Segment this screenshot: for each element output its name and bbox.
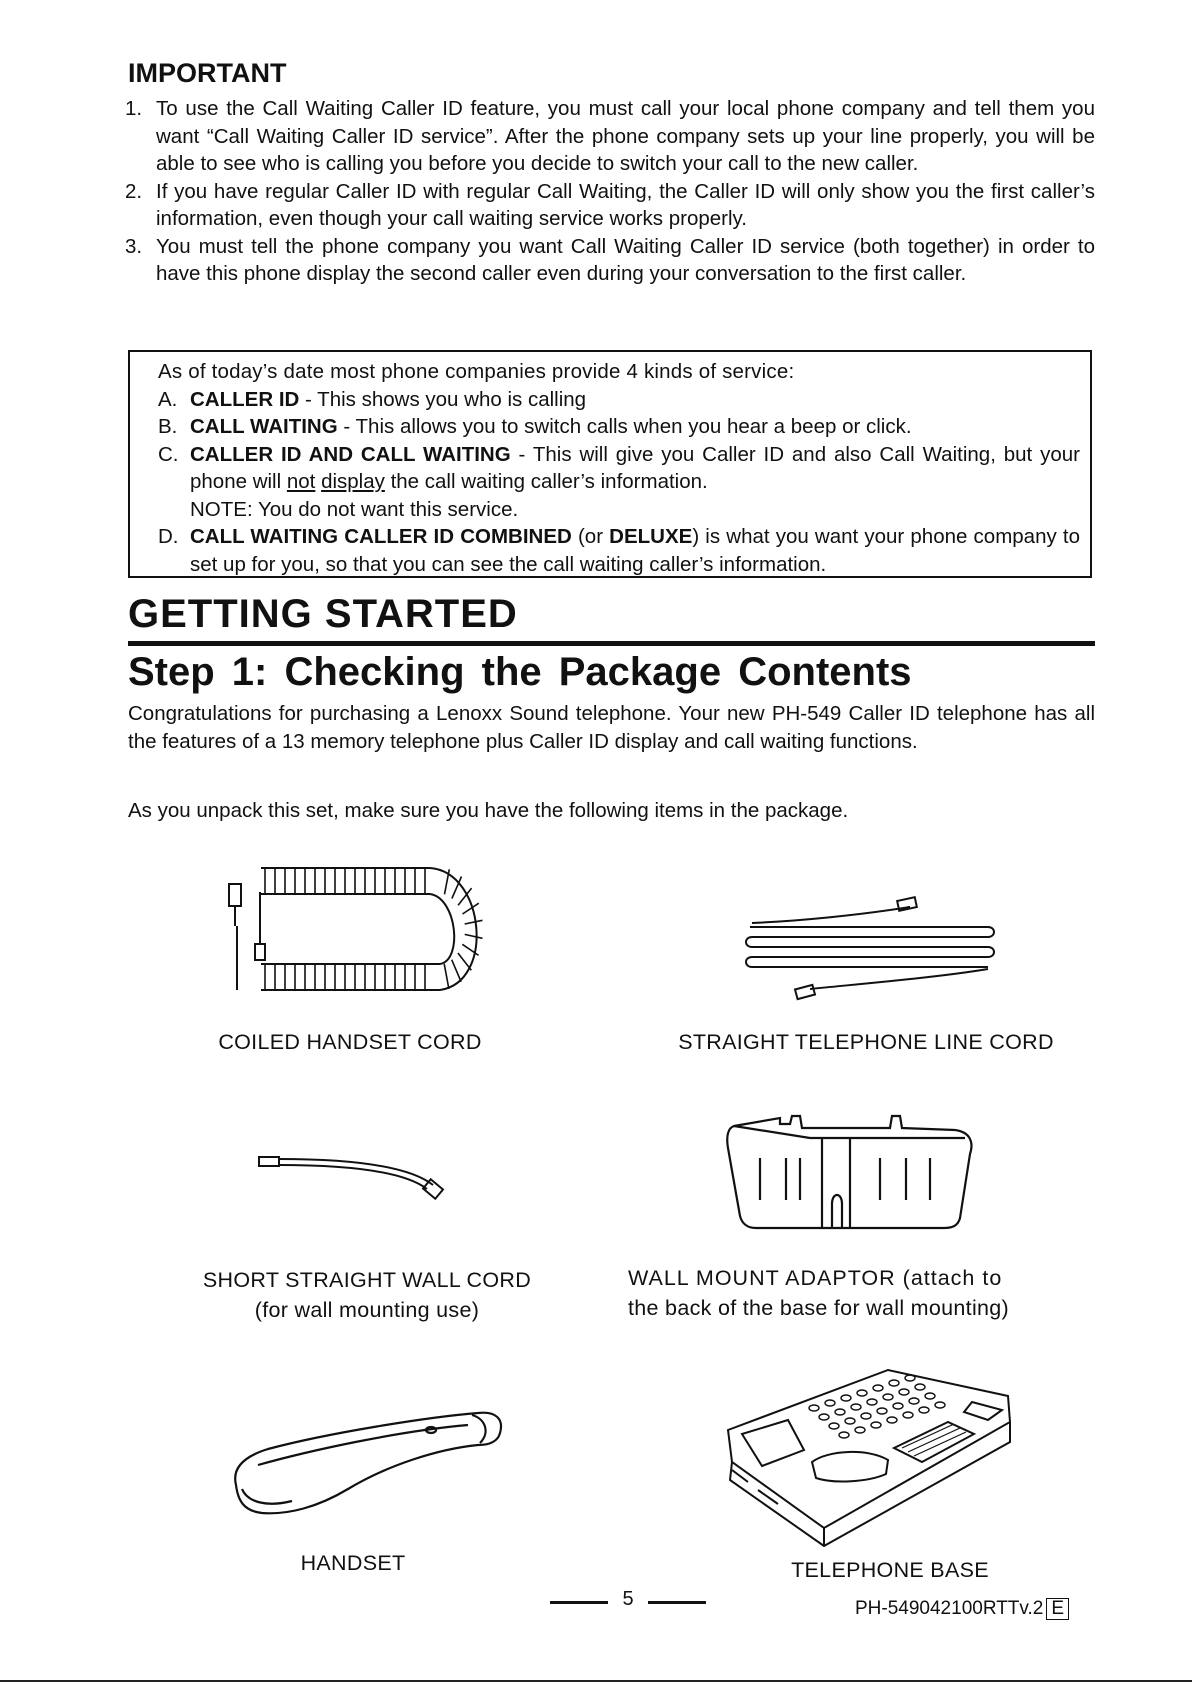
adaptor-sublabel: the back of the base for wall mounting)	[628, 1296, 1009, 1320]
adaptor-label: WALL MOUNT ADAPTOR (attach to	[628, 1266, 1003, 1290]
service-name: CALL WAITING	[190, 415, 338, 438]
service-name: CALLER ID	[190, 387, 300, 411]
underlined-word: not	[286, 470, 316, 493]
service-item-b	[158, 413, 1080, 441]
service-item-d: D. CALL WAITING CALLER ID COMBINED (or DELUXE) is what you want your phone company to set up for you, so that you can see the call waiting caller’s information.	[158, 523, 1080, 578]
service-intro: As of today’s date most phone companies provide 4 kinds of service:	[158, 360, 795, 383]
intro-paragraph: Congratulations for purchasing a Lenoxx Sound telephone. Your new PH-549 Caller ID telephone has all the features of a 13 memory telephone plus Caller ID display and call waiting functions.	[128, 702, 1095, 753]
coiled-cord-label: COILED HANDSET CORD	[218, 1030, 482, 1054]
service-letter: C.	[158, 442, 179, 466]
item-text: If you have regular Caller ID with regular Call Waiting, the Caller ID will only show you the first caller’s information, even though your call waiting service works properly.	[156, 179, 1095, 230]
folio-dash-right	[648, 1601, 706, 1604]
service-name: CALL WAITING CALLER ID COMBINED	[190, 525, 572, 548]
item-text: You must tell the phone company you want Call Waiting Caller ID service (both together) in order to have this phone display the second caller even during your conversation to the first caller.	[156, 234, 1095, 285]
service-description: - This shows you who is calling	[299, 387, 587, 411]
step-title: Step 1: Checking the Package Contents	[128, 650, 912, 694]
page-number: 5	[622, 1588, 634, 1610]
handset-label: HANDSET	[300, 1551, 406, 1575]
line-cord-label: STRAIGHT TELEPHONE LINE CORD	[678, 1030, 1054, 1054]
item-number: 2.	[125, 179, 143, 203]
wall-cord-sublabel: (for wall mounting use)	[254, 1298, 480, 1322]
line-cord-illustration	[740, 893, 1000, 1003]
item-number: 1.	[125, 97, 143, 120]
page-folio	[550, 1588, 706, 1614]
service-name: CALLER ID AND CALL WAITING	[190, 442, 511, 466]
wall-mount-adaptor-illustration	[720, 1108, 980, 1233]
service-note: NOTE: You do not want this service.	[190, 497, 519, 521]
service-letter: A.	[158, 387, 178, 411]
edition-badge: E	[1046, 1598, 1069, 1620]
telephone-base-illustration	[718, 1362, 1018, 1547]
document-reference	[855, 1598, 1069, 1620]
service-description: the call waiting caller’s information.	[384, 470, 708, 493]
telephone-base-label: TELEPHONE BASE	[791, 1558, 989, 1582]
page-bottom-rule	[0, 1680, 1192, 1682]
service-item-a	[158, 386, 1080, 414]
service-item-c	[158, 441, 1080, 524]
section-title: GETTING STARTED	[128, 592, 518, 636]
service-letter: B.	[158, 415, 178, 438]
unpack-paragraph: As you unpack this set, make sure you have the following items in the package.	[128, 799, 849, 822]
service-description: - This will give you Caller ID and also Call Waiting, but your phone will	[190, 442, 1080, 493]
coiled-cord-illustration	[225, 862, 495, 992]
list-item	[125, 178, 1095, 233]
list-item	[125, 95, 1095, 178]
wall-cord-illustration	[255, 1145, 455, 1205]
service-description: - This allows you to switch calls when you hear a beep or click.	[337, 415, 912, 438]
service-types-box	[128, 350, 1092, 578]
list-item	[125, 233, 1095, 288]
item-text: To use the Call Waiting Caller ID feature, you must call your local phone company and tell them you want “Call Waiting Caller ID service”. After the phone company sets up your line properly, you will be able to see who is calling you before you decide to switch your call to the new caller.	[156, 97, 1095, 175]
important-heading: IMPORTANT	[128, 58, 287, 88]
service-letter: D.	[158, 525, 179, 548]
service-description: ) is what you want your phone company to set up for you, so that you can see the call waiting caller’s information.	[190, 525, 1080, 576]
section-divider	[128, 641, 1095, 646]
wall-cord-label: SHORT STRAIGHT WALL CORD	[202, 1268, 532, 1292]
important-list	[125, 95, 1095, 288]
underlined-word: display	[321, 470, 385, 493]
item-number: 3.	[125, 234, 143, 258]
service-name-alt: DELUXE	[609, 525, 693, 548]
handset-illustration	[228, 1405, 508, 1520]
doc-code: PH-549042100RTTv.2	[855, 1598, 1044, 1619]
